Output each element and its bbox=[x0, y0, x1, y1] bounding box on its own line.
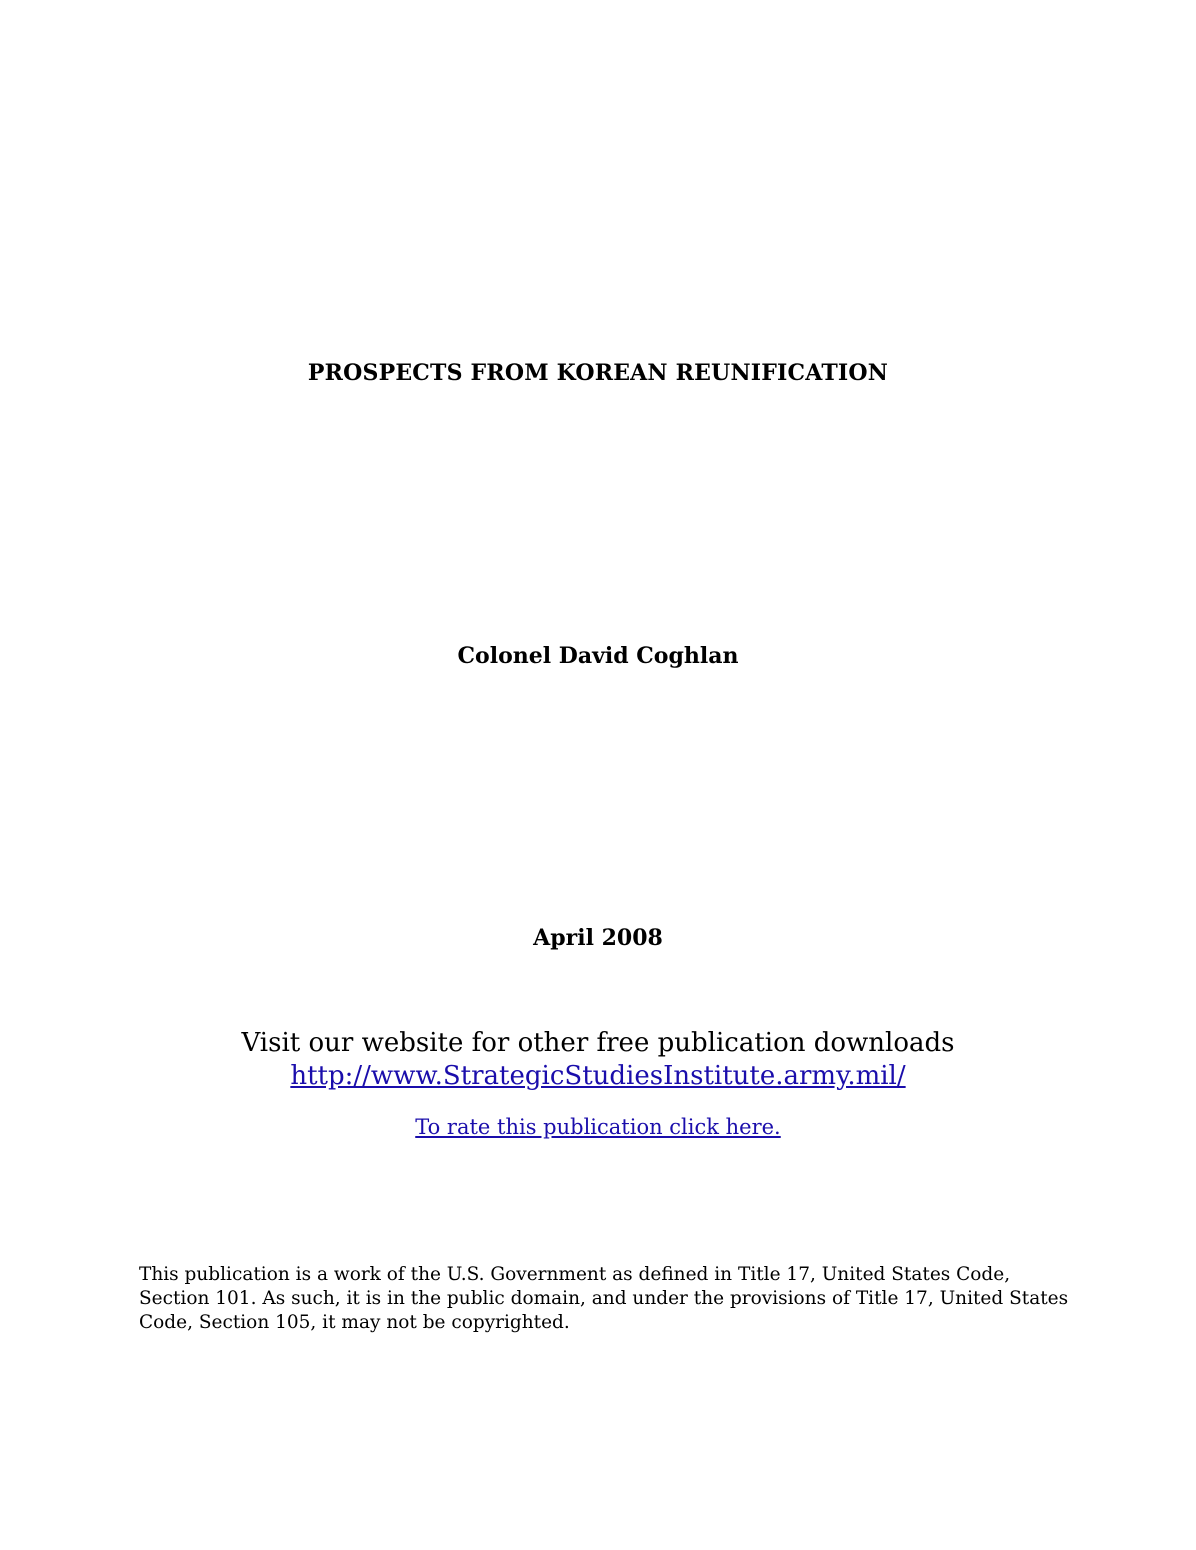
visit-website-text: Visit our website for other free publication downloads bbox=[241, 1028, 955, 1058]
website-line bbox=[0, 1061, 1196, 1091]
public-domain-notice: This publication is a work of the U.S. Government as defined in Title 17, United States Code, Section 101. As such, it is in the public domain, and under the provisions of Title 17, United States Code, Section 105, it may not be copyrighted. bbox=[139, 1264, 1069, 1333]
website-link[interactable]: http://www.StrategicStudiesInstitute.army.mil/ bbox=[290, 1061, 906, 1091]
author-name: Colonel David Coghlan bbox=[457, 643, 739, 669]
rate-line bbox=[0, 1115, 1196, 1139]
publication-date: April 2008 bbox=[533, 925, 663, 951]
rate-publication-link[interactable]: To rate this publication click here. bbox=[415, 1115, 781, 1139]
document-title: PROSPECTS FROM KOREAN REUNIFICATION bbox=[307, 360, 889, 386]
